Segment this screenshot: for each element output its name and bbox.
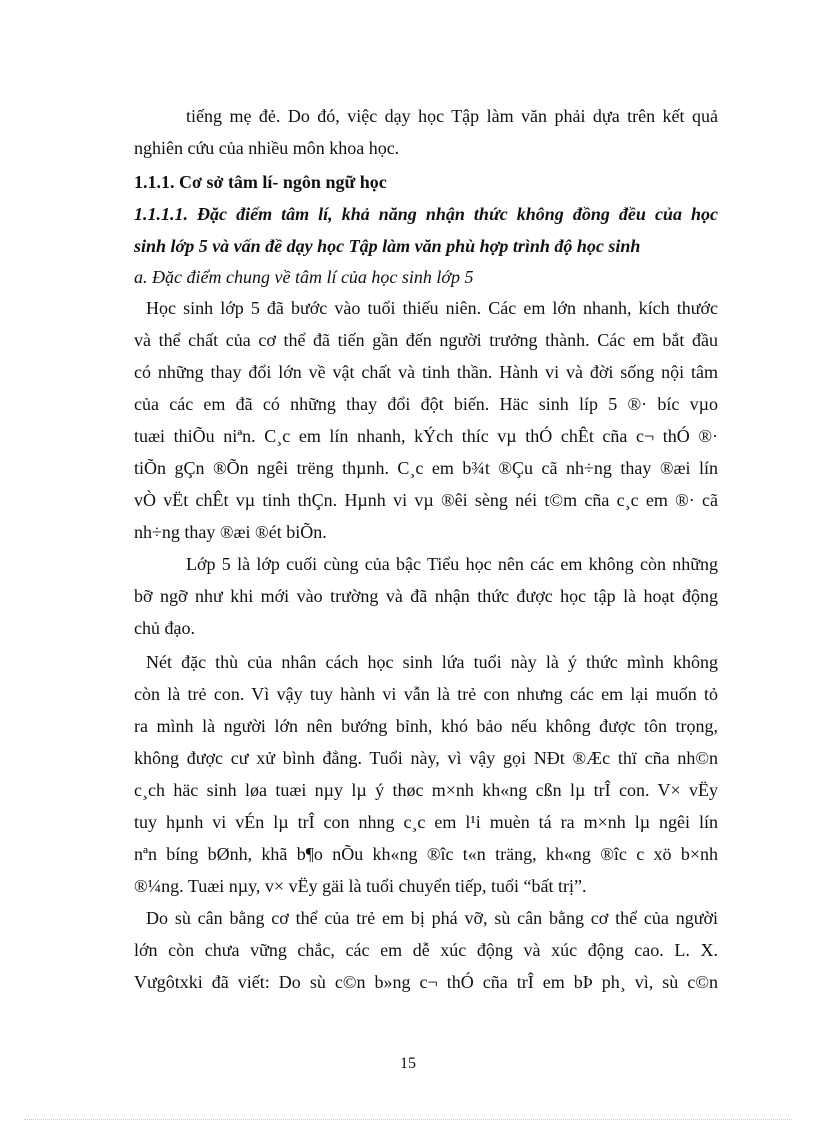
paragraph-line: Lớp 5 là lớp cuối cùng của bậc Tiểu học nên các em không còn những	[186, 554, 718, 574]
subsection-heading: 1.1.1.1. Đặc điểm tâm lí, khả năng nhận thức không đồng đều của học	[134, 204, 718, 224]
paragraph-line: lớn còn chưa vững chắc, các em dễ xúc động và xúc động cao. L. X.	[134, 940, 718, 960]
paragraph-line: không được cư xử bình đẳng. Tuổi này, vì vậy gọi NÐt ®Æc thï cña nh©n	[134, 748, 718, 768]
paragraph-line: bỡ ngỡ như khi mới vào trường và đã nhận thức được học tập là hoạt động	[134, 586, 718, 606]
paragraph-line: ra mình là người lớn nên bướng bỉnh, khó bảo nếu không được tôn trọng,	[134, 716, 718, 736]
paragraph-line: tiÕn gÇn ®Õn ngêi trëng thµnh. C¸c em b¾t ®Çu cã nh÷ng thay ®æi lín	[134, 458, 718, 478]
subheading-a: a. Đặc điểm chung về tâm lí của học sinh lớp 5	[134, 267, 474, 287]
paragraph-line: vÒ vËt chÊt vµ tinh thÇn. Hµnh vi vµ ®êi sèng néi t©m cña c¸c em ®· cã	[134, 490, 718, 510]
paragraph-line: nh÷ng thay ®æi ®ét biÕn.	[134, 522, 327, 542]
paragraph-line: tuy hµnh vi vÉn lµ trÎ con nhng c¸c em l¹i muèn tá ra m×nh lµ ngêi lín	[134, 812, 718, 832]
paragraph-line: nªn bíng bØnh, khã b¶o nÕu kh«ng ®îc t«n träng, kh«ng ®îc c xö b×nh	[134, 844, 718, 864]
paragraph-line: chủ đạo.	[134, 618, 195, 638]
paragraph-line: Do sù cân bằng cơ thể của trẻ em bị phá vỡ, sù cân bằng cơ thể của người	[146, 908, 718, 928]
paragraph-line: tuæi thiÕu niªn. C¸c em lín nhanh, kÝch thíc vµ thÓ chÊt cña c¬ thÓ ®·	[134, 426, 718, 446]
paragraph-line: Vưgôtxki đã viết: Do sù c©n b»ng c¬ thÓ cña trÎ em bÞ ph¸ vì, sù c©n	[134, 972, 718, 992]
paragraph-line: tiếng mẹ đẻ. Do đó, việc dạy học Tập làm văn phải dựa trên kết quả	[186, 106, 718, 126]
paragraph-line: có những thay đổi lớn về vật chất và tinh thần. Hành vi và đời sống nội tâm	[134, 362, 718, 382]
paragraph-line: ®¼ng. Tuæi nµy, v× vËy gäi là tuổi chuyển tiếp, tuổi “bất trị”.	[134, 876, 587, 896]
paragraph-line: còn là trẻ con. Vì vậy tuy hành vi vẫn là trẻ con nhưng các em lại muốn tỏ	[134, 684, 718, 704]
paragraph-line: Học sinh lớp 5 đã bước vào tuổi thiếu niên. Các em lớn nhanh, kích thước	[146, 298, 718, 318]
section-heading: 1.1.1. Cơ sở tâm lí- ngôn ngữ học	[134, 172, 387, 192]
subsection-heading: sinh lớp 5 và vấn đề dạy học Tập làm văn phù hợp trình độ học sinh	[134, 236, 641, 256]
page-border	[24, 1119, 792, 1120]
page-number: 15	[400, 1055, 416, 1072]
paragraph-line: c¸ch häc sinh løa tuæi nµy lµ ý thøc m×nh kh«ng cßn lµ trÎ con. V× vËy	[134, 780, 718, 800]
paragraph-line: nghiên cứu của nhiều môn khoa học.	[134, 138, 400, 158]
paragraph-line: Nét đặc thù của nhân cách học sinh lứa tuổi này là ý thức mình không	[146, 652, 718, 672]
paragraph-line: và thể chất của cơ thể đã tiến gần đến người trưởng thành. Các em bắt đầu	[134, 330, 718, 350]
paragraph-line: của các em đã có những thay đổi đột biến. Häc sinh líp 5 ®· bíc vµo	[134, 394, 718, 414]
